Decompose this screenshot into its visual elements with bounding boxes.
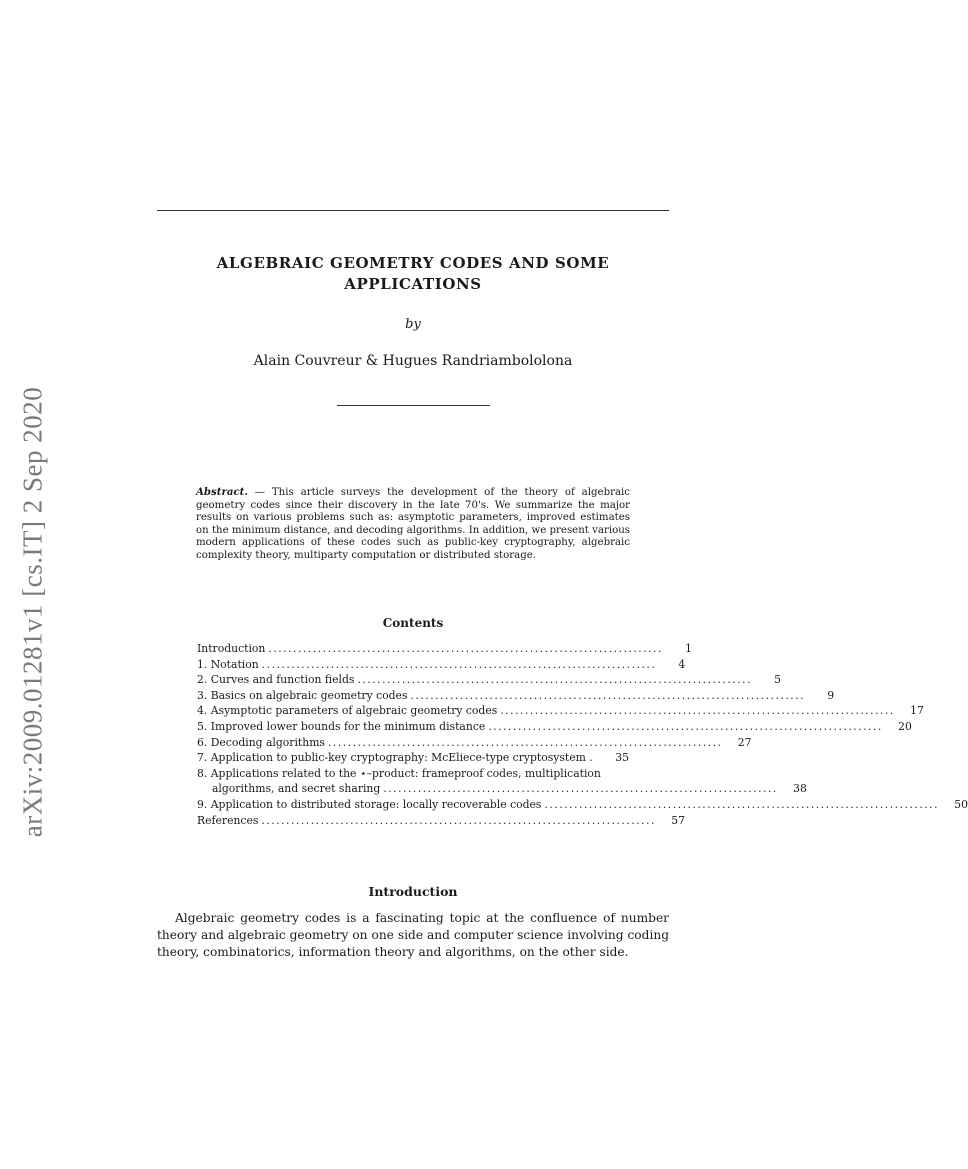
toc-leader-dots: ................................................................................ [327, 735, 723, 749]
toc-entry-label: 3. Basics on algebraic geometry codes [197, 688, 408, 702]
authors: Alain Couvreur & Hugues Randriambololona [253, 353, 573, 369]
toc-entry-label: Introduction [197, 642, 266, 655]
toc-entry-label: 5. Improved lower bounds for the minimum distance [197, 719, 486, 733]
toc-entry-label: 9. Application to distributed storage: locally recoverable codes [197, 797, 542, 811]
toc-entry-page: 57 [671, 813, 685, 827]
abstract [196, 486, 630, 563]
toc-entry[interactable] [197, 735, 752, 751]
introduction-heading: Introduction [368, 884, 458, 899]
toc-entry[interactable] [197, 672, 781, 688]
title-separator-rule [337, 405, 490, 406]
toc-entry-label: References [197, 813, 259, 827]
toc-entry-label: 8. Applications related to the ⋆–product: frameproof codes, multiplication [197, 766, 601, 780]
toc-entry[interactable] [197, 688, 835, 704]
toc-entry[interactable] [197, 766, 629, 782]
abstract-dash: — [247, 487, 272, 498]
toc-entry[interactable] [197, 703, 924, 719]
toc-entry-label: 7. Application to public-key cryptography: McEliece-type cryptosystem . [197, 751, 593, 765]
toc-entry-page: 5 [774, 673, 781, 687]
toc-leader-dots: ................................................................................ [357, 673, 752, 687]
toc-entry-page: 35 [615, 751, 629, 765]
arxiv-identifier: arXiv:2009.01281v1 [cs.IT] 2 Sep 2020 [17, 386, 48, 838]
top-rule [157, 210, 669, 211]
toc-leader-dots: ................................................................................ [410, 688, 806, 702]
toc-entry-page: 27 [737, 735, 752, 749]
toc-leader-dots: ................................................................................ [488, 719, 883, 733]
toc-entry[interactable] [197, 813, 685, 829]
toc-entry-label: 1. Notation [197, 657, 259, 671]
toc-entry-label: 2. Curves and function fields [197, 673, 355, 687]
arxiv-side-stamp [18, 381, 48, 843]
toc-entry[interactable] [197, 641, 692, 657]
table-of-contents [197, 641, 968, 828]
toc-entry-label: 4. Asymptotic parameters of algebraic geometry codes [197, 704, 498, 718]
contents-heading: Contents [382, 616, 444, 630]
toc-entry[interactable] [197, 657, 686, 673]
toc-entry-page: 17 [910, 704, 924, 718]
toc-entry[interactable] [197, 750, 629, 766]
abstract-label: Abstract. [196, 486, 248, 498]
abstract-text: This article surveys the development of the theory of algebraic geometry codes since their discovery in the late 70's. We summarize the major results on various problems such as: asymptotic parameters, improved estimates on the minimum distance, and decoding algorithms. In addition, we present various modern applications of these codes such as public-key cryptography, algebraic complexity theory, multiparty computation or distributed storage. [196, 487, 630, 561]
toc-entry-page: 38 [793, 782, 807, 796]
toc-leader-dots: ................................................................................ [383, 782, 778, 796]
toc-entry-page: 50 [954, 797, 968, 811]
toc-entry[interactable] [197, 719, 912, 735]
toc-entry-continuation[interactable] [197, 781, 807, 797]
toc-leader-dots: ................................................................................ [500, 704, 895, 718]
toc-entry-label-continued: algorithms, and secret sharing [212, 782, 381, 796]
toc-entry-page: 20 [898, 719, 912, 733]
toc-entry[interactable] [197, 797, 968, 813]
toc-entry-label: 6. Decoding algorithms [197, 735, 325, 749]
toc-leader-dots: ................................................................................ [544, 797, 940, 811]
toc-entry-page: 4 [678, 657, 686, 671]
byline: by [405, 317, 421, 332]
toc-leader-dots: ................................................................................ [268, 642, 663, 655]
toc-leader-dots: ................................................................................ [261, 657, 657, 671]
introduction-paragraph: Algebraic geometry codes is a fascinating topic at the confluence of number theory and algebraic geometry on one side and computer science involving coding theory, combinatorics, information theory and algorithms, on the other side. [157, 911, 669, 959]
toc-entry-page: 9 [827, 688, 835, 702]
toc-entry-page: 1 [685, 642, 692, 655]
toc-leader-dots: ................................................................................ [261, 813, 656, 827]
paper-title: ALGEBRAIC GEOMETRY CODES AND SOME APPLICATIONS [216, 254, 610, 293]
